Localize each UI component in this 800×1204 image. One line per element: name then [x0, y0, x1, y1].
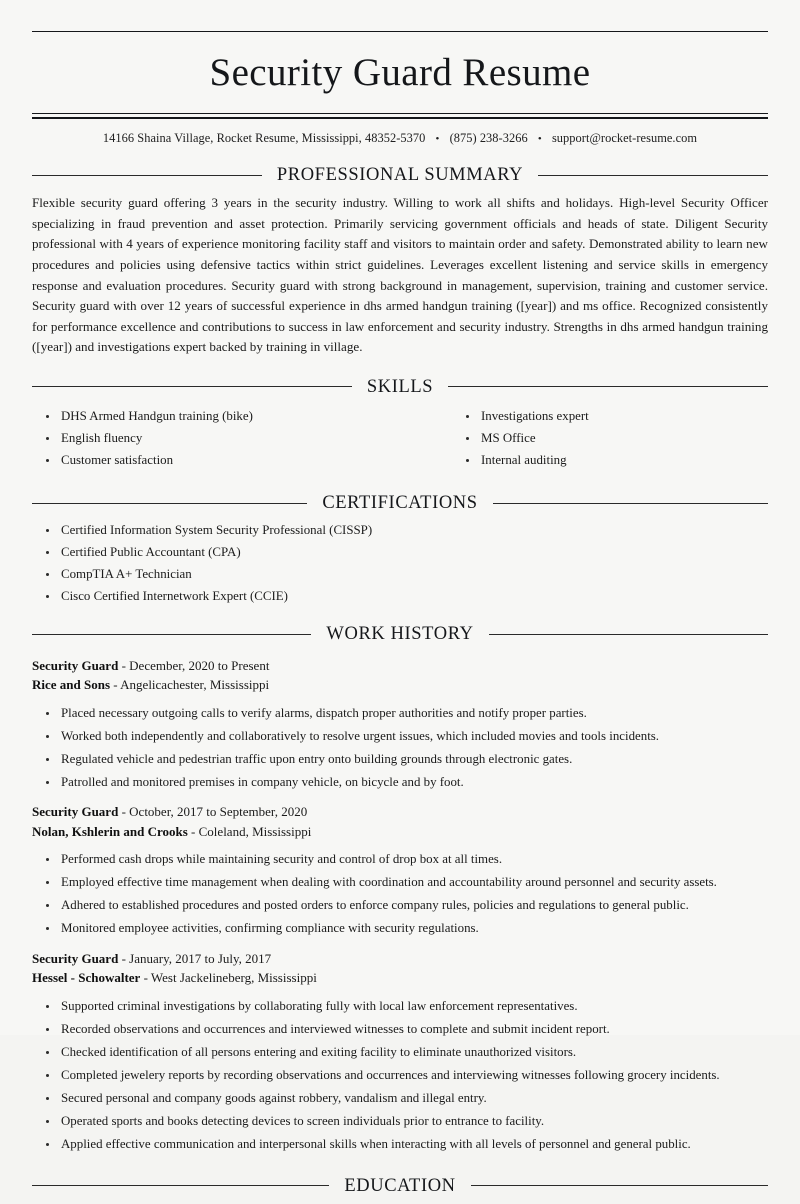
section-rule-right	[538, 175, 768, 176]
section-title: SKILLS	[366, 376, 434, 397]
contact-line	[32, 131, 768, 146]
resume-content	[32, 0, 768, 1204]
job-location: Angelicachester, Mississippi	[120, 677, 270, 693]
section-rule-right	[448, 386, 768, 387]
job-company-line	[32, 675, 768, 695]
list-item: Performed cash drops while maintaining security and control of drop box at all times.	[32, 851, 768, 869]
job-separator: -	[140, 970, 151, 986]
list-item: DHS Armed Handgun training (bike)	[32, 408, 400, 426]
list-item: Completed jewelery reports by recording observations and occurrences and interviewing witnesses following grocery incidents.	[32, 1067, 768, 1085]
section-rule-left	[32, 386, 352, 387]
job-title: Security Guard	[32, 804, 119, 820]
job-company-line	[32, 822, 768, 842]
list-item: Applied effective communication and interpersonal skills when interacting with all levels of personnel and general public.	[32, 1136, 768, 1154]
skills-column-right	[400, 405, 768, 474]
professional-summary-text: Flexible security guard offering 3 years in the security industry. Willing to work all shifts and holidays. High-level Security Officer specializing in fraud prevention and asset protection. Primarily servicing government officials and heads of state. Diligent Security professional with 4 years of experience monitoring facility staff and visitors to maintain order and safety. Demonstrated ability to learn new procedures and policies using defensive tactics within strict guidelines. Leverages excellent listening and service skills in emergency response and evaluation procedures. Security guard with strong background in management, supervision, training and customer service. Security guard with over 12 years of successful experience in dhs armed handgun training ([year]) and ms office. Recognized consistently for performance excellence and contributions to success in law enforcement and security industry. Strengths in dhs armed handgun training ([year]) and investigations expert backed by training in village.	[32, 195, 768, 355]
skills-list-right	[452, 408, 768, 470]
section-rule-left	[32, 175, 262, 176]
list-item: Cisco Certified Internetwork Expert (CCIE)	[32, 588, 768, 606]
skills-columns	[32, 405, 768, 474]
job-separator: -	[118, 804, 130, 820]
job-company: Hessel - Schowalter	[32, 970, 141, 986]
contact-separator-2: •	[537, 133, 542, 146]
job-separator: -	[110, 677, 121, 693]
job-title: Security Guard	[32, 950, 119, 966]
list-item: Adhered to established procedures and posted orders to enforce company rules, policies and regulations to general public.	[32, 897, 768, 915]
section-title: CERTIFICATIONS	[322, 493, 478, 514]
skills-list-left	[32, 408, 400, 470]
list-item: MS Office	[452, 430, 768, 448]
section-heading-education	[32, 1176, 768, 1196]
skills-column-left	[32, 405, 400, 474]
job-company: Rice and Sons	[32, 677, 111, 693]
section-title: EDUCATION	[344, 1175, 456, 1196]
job-title-line	[32, 802, 768, 822]
section-heading-skills	[32, 377, 768, 397]
section-rule-right	[489, 634, 768, 635]
job-title-line	[32, 656, 768, 676]
certifications-block	[32, 522, 768, 606]
job-separator: -	[118, 657, 130, 673]
section-rule-left	[32, 1185, 329, 1186]
list-item: Employed effective time management when dealing with coordination and accountability around personnel and security assets.	[32, 874, 768, 892]
job-dates: January, 2017 to July, 2017	[129, 950, 272, 966]
list-item: Monitored employee activities, confirming compliance with security regulations.	[32, 920, 768, 938]
job-title-line	[32, 949, 768, 969]
job-bullets	[32, 705, 768, 792]
job-dates: December, 2020 to Present	[129, 657, 270, 673]
section-rule-right	[493, 503, 768, 504]
contact-separator-1: •	[435, 133, 440, 146]
list-item: Regulated vehicle and pedestrian traffic upon entry onto building grounds through electronic gates.	[32, 751, 768, 769]
section-title: WORK HISTORY	[326, 624, 474, 645]
list-item: Checked identification of all persons entering and exiting facility to eliminate unauthorized visitors.	[32, 1044, 768, 1062]
job-dates: October, 2017 to September, 2020	[129, 804, 308, 820]
job-title: Security Guard	[32, 657, 119, 673]
list-item: Supported criminal investigations by collaborating fully with local law enforcement representatives.	[32, 998, 768, 1016]
section-heading-certifications	[32, 493, 768, 513]
contact-email: support@rocket-resume.com	[551, 131, 698, 145]
header-double-rule	[32, 113, 768, 119]
job-company: Nolan, Kshlerin and Crooks	[32, 823, 188, 839]
list-item: Recorded observations and occurrences and interviewed witnesses to complete and submit incident report.	[32, 1021, 768, 1039]
job-company-line	[32, 968, 768, 988]
list-item: Worked both independently and collaboratively to resolve urgent issues, which included movies and tools incidents.	[32, 728, 768, 746]
section-rule-right	[471, 1185, 768, 1186]
list-item: Patrolled and monitored premises in company vehicle, on bicycle and by foot.	[32, 774, 768, 792]
certifications-list	[32, 522, 768, 606]
work-history-entry	[32, 949, 768, 1154]
list-item: Placed necessary outgoing calls to verify alarms, dispatch proper authorities and notify proper parties.	[32, 705, 768, 723]
job-location: West Jackelineberg, Mississippi	[150, 970, 317, 986]
page-title: Security Guard Resume	[209, 51, 591, 94]
list-item: CompTIA A+ Technician	[32, 566, 768, 584]
header-top-rule	[32, 31, 768, 32]
list-item: Investigations expert	[452, 408, 768, 426]
work-history-entry	[32, 656, 768, 792]
job-location: Coleland, Mississippi	[198, 823, 312, 839]
list-item: English fluency	[32, 430, 400, 448]
job-separator: -	[118, 950, 130, 966]
work-history-entry	[32, 802, 768, 938]
list-item: Secured personal and company goods against robbery, vandalism and illegal entry.	[32, 1090, 768, 1108]
list-item: Certified Information System Security Professional (CISSP)	[32, 522, 768, 540]
list-item: Operated sports and books detecting devices to screen individuals prior to entrance to facility.	[32, 1113, 768, 1131]
section-heading-work-history	[32, 624, 768, 644]
section-title: PROFESSIONAL SUMMARY	[276, 165, 524, 185]
contact-address: 14166 Shaina Village, Rocket Resume, Mississippi, 48352-5370	[102, 131, 426, 145]
list-item: Certified Public Accountant (CPA)	[32, 544, 768, 562]
job-separator: -	[187, 823, 199, 839]
section-rule-left	[32, 634, 311, 635]
section-rule-left	[32, 503, 307, 504]
job-bullets	[32, 998, 768, 1154]
contact-phone: (875) 238-3266	[449, 131, 528, 145]
list-item: Internal auditing	[452, 452, 768, 470]
section-heading-professional-summary	[32, 165, 768, 185]
list-item: Customer satisfaction	[32, 452, 400, 470]
job-bullets	[32, 851, 768, 938]
